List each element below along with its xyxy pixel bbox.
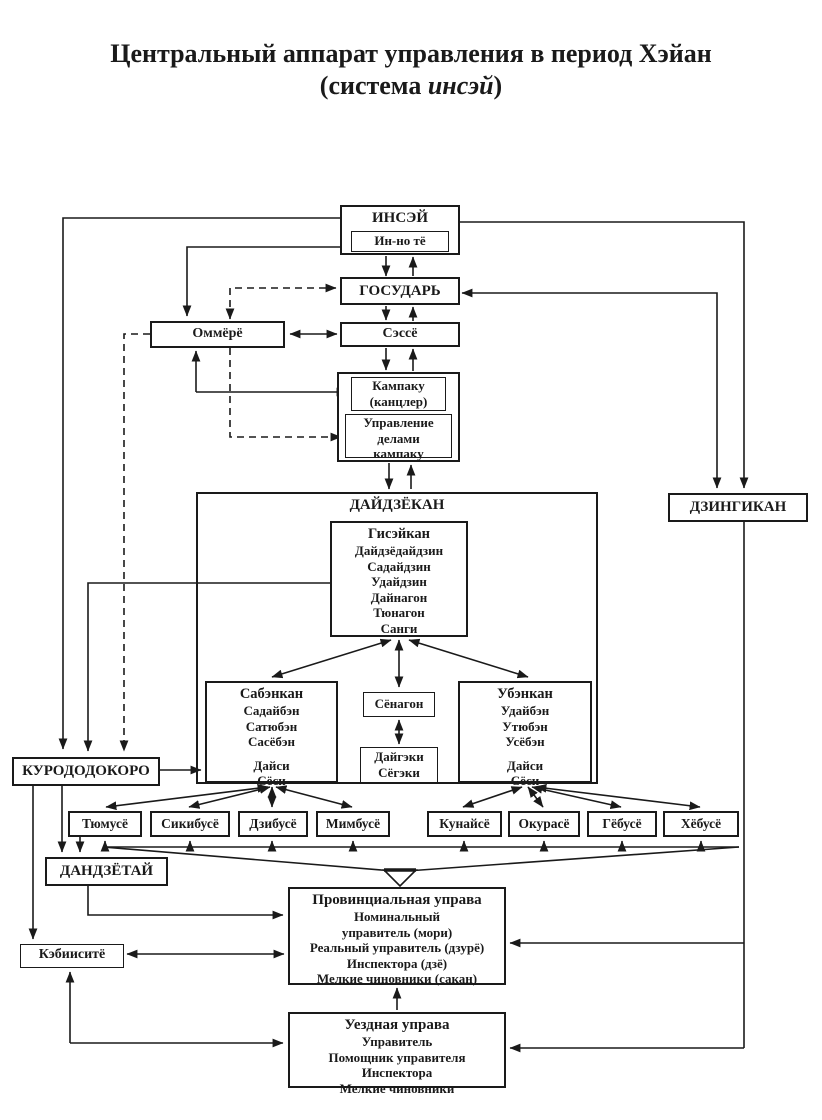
node-label: Сёнагон <box>374 696 424 711</box>
node-giseikan <box>330 521 468 637</box>
list-item: Инспектора <box>361 1065 433 1080</box>
list-item: Тюнагон <box>373 605 425 620</box>
list-item: Дайнагон <box>370 589 428 605</box>
node-ministry-mimbuse <box>316 811 390 837</box>
list-item: Номинальный <box>353 909 441 924</box>
node-ministry-okurase <box>508 811 580 837</box>
list-item: управитель (мори) <box>341 924 453 940</box>
node-title: Сабэнкан <box>239 686 304 702</box>
list-item: Дайдзёдайдзин <box>354 543 444 558</box>
title-line-1: Центральный аппарат управления в период Хэйан <box>110 39 712 68</box>
node-title: Гисэйкан <box>367 526 430 542</box>
list-item: Садайдзин <box>367 558 431 574</box>
node-ministry-kunaise <box>427 811 502 837</box>
list-item: Дайси <box>253 757 290 773</box>
node-label: Управление <box>363 415 434 430</box>
list-item: Дайси <box>506 757 544 773</box>
node-label: Оммёрё <box>192 326 243 341</box>
node-shonagon <box>363 692 435 717</box>
list-item: Сатюбэн <box>245 718 298 734</box>
node-ministry-tyumuse <box>68 811 142 837</box>
node-label: ДЗИНГИКАН <box>689 499 787 515</box>
node-kurododokoro <box>12 757 160 786</box>
node-label: делами <box>377 430 420 446</box>
list-item: Удайдзин <box>371 574 427 589</box>
node-label: Кэбииситё <box>38 947 106 962</box>
node-label: Гёбусё <box>602 816 642 831</box>
node-title: Убэнкан <box>497 686 553 702</box>
node-label: Сэссё <box>382 326 418 341</box>
node-dandzetai <box>45 857 168 886</box>
node-label: Мимбусё <box>325 816 381 831</box>
node-label: Сикибусё <box>161 816 219 831</box>
node-label: Кунайсё <box>439 816 490 831</box>
node-label: ДАЙДЗЁКАН <box>349 497 445 513</box>
node-label: Сёгэки <box>378 765 420 780</box>
list-item: Реальный управитель (дзурё) <box>309 940 485 955</box>
node-insei <box>340 205 460 255</box>
list-item: Управитель <box>361 1034 433 1049</box>
node-kampaku-group <box>337 372 460 462</box>
node-label: Ин-но тё <box>374 233 426 248</box>
node-kebiishicho <box>20 944 124 968</box>
list-item: Мелкие чиновники (сакан) <box>316 971 478 986</box>
node-sessho <box>340 322 460 347</box>
node-jingikan <box>668 493 808 522</box>
node-kampaku <box>351 377 446 411</box>
node-gosudar <box>340 277 460 305</box>
list-item: Усёбэн <box>505 734 545 749</box>
node-geki <box>360 747 438 783</box>
node-in-no-te <box>351 231 449 252</box>
node-label: Дзибусё <box>249 816 297 831</box>
node-label: Дайгэки <box>374 749 424 764</box>
node-label: КУРОДОДОКОРО <box>22 763 150 779</box>
list-item: Помощник управителя <box>328 1049 466 1065</box>
node-label: (канцлер) <box>369 393 428 409</box>
node-sabenkan <box>205 681 338 788</box>
node-label: ДАНДЗЁТАЙ <box>59 863 154 879</box>
node-label: Кампаку <box>372 378 425 393</box>
node-ministry-gebuse <box>587 811 657 837</box>
node-uezd <box>288 1012 506 1096</box>
node-ubenkan <box>458 681 592 788</box>
title-line-2: (система инсэй) <box>319 71 503 100</box>
node-ministry-dzibuse <box>238 811 308 837</box>
node-label: ГОСУДАРЬ <box>359 283 441 299</box>
node-label: Окурасё <box>518 816 570 831</box>
list-item: Утюбэн <box>502 718 548 734</box>
list-item: Сёси <box>257 773 286 788</box>
list-item: Удайбэн <box>500 703 550 718</box>
node-ministry-sikibuse <box>150 811 230 837</box>
node-label: ИНСЭЙ <box>371 210 428 226</box>
node-label: Тюмусё <box>82 816 128 831</box>
list-item: Сёси <box>510 773 540 788</box>
node-provincial <box>288 887 506 985</box>
node-ministry-hebuse <box>663 811 739 837</box>
list-item: Сасёбэн <box>247 734 296 749</box>
node-title: Уездная управа <box>344 1017 450 1033</box>
list-item: Санги <box>380 620 418 636</box>
node-ommyoryo <box>150 321 285 348</box>
list-item: Садайбэн <box>243 703 300 718</box>
node-label: Хёбусё <box>680 816 722 831</box>
node-label: кампаку <box>373 446 424 461</box>
list-item: Инспектора (дзё) <box>346 955 448 971</box>
list-item: Мелкие чиновники <box>339 1080 455 1096</box>
node-title: Провинциальная управа <box>312 892 482 908</box>
node-kampaku-office <box>345 414 452 461</box>
